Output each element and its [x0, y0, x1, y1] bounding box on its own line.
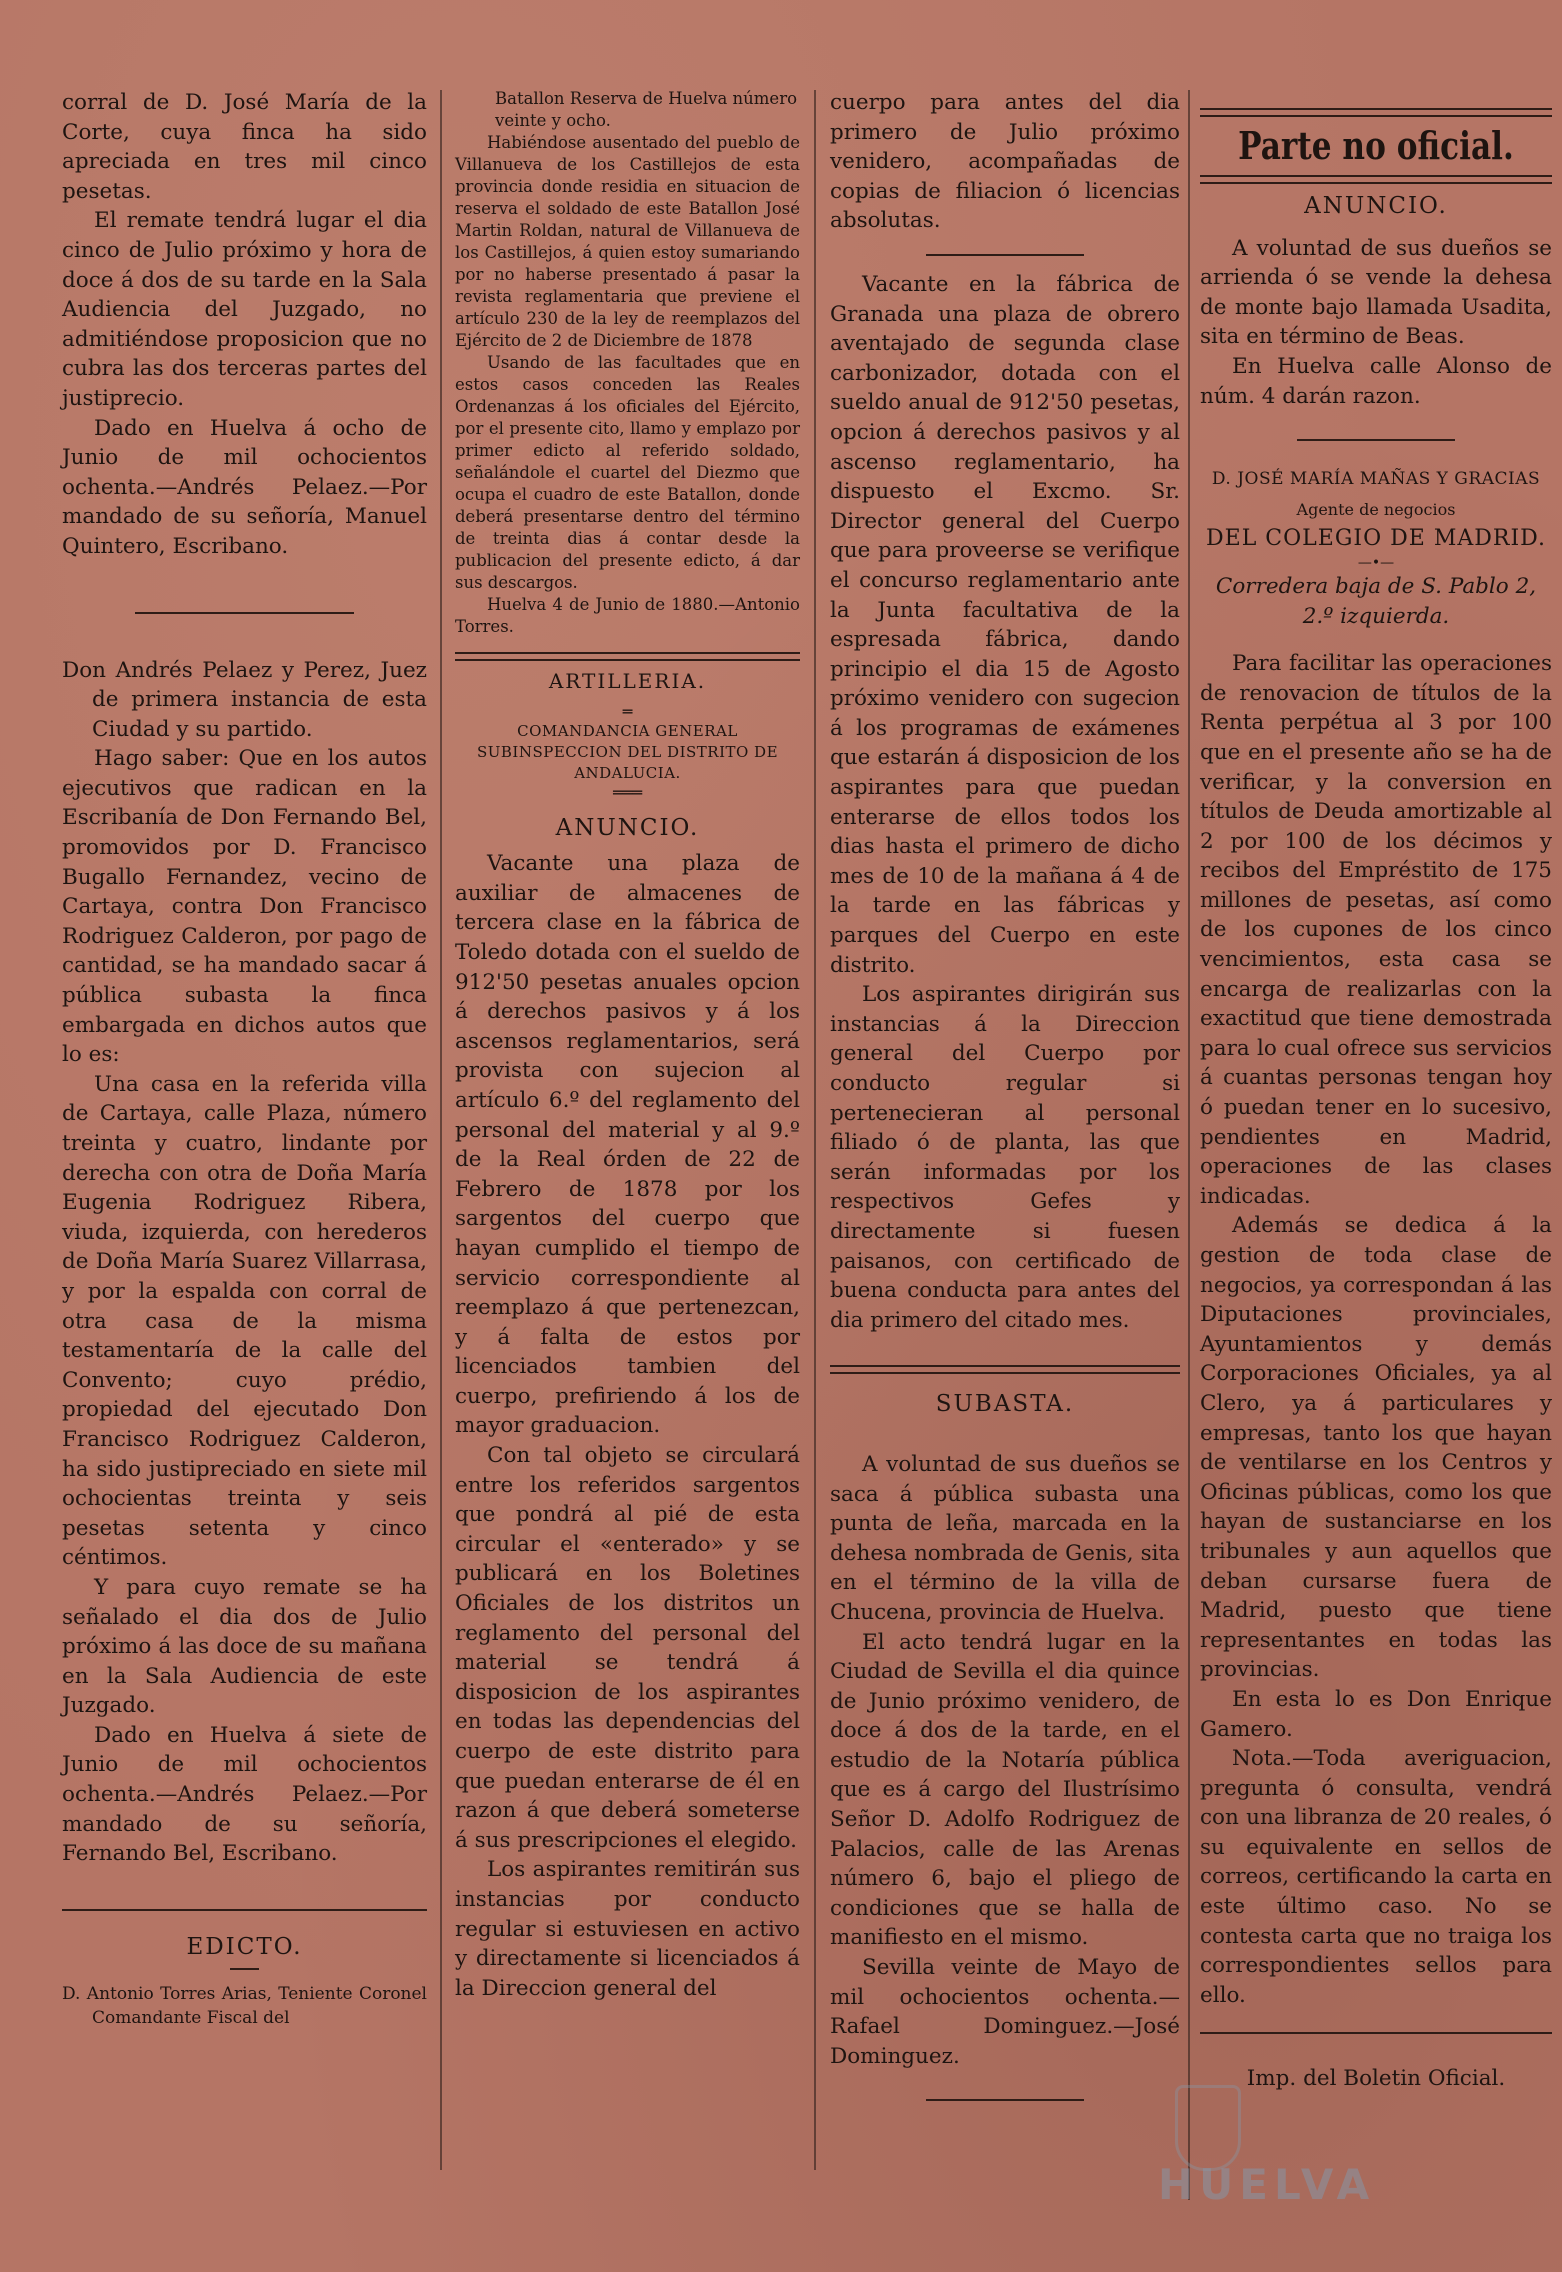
paragraph: D. Antonio Torres Arias, Teniente Coronel Comandante Fiscal del — [62, 1984, 427, 2029]
paragraph: En Huelva calle Alonso de núm. 4 darán razon. — [1200, 353, 1552, 409]
section-heading: ANUNCIO. — [1304, 193, 1448, 219]
paragraph: El acto tendrá lugar en la Ciudad de Sevilla el dia quince de Junio próximo venidero, de doce á dos de la tarde, en el estudio de la Notaría pública que es á cargo del Ilustrísimo Señor D. Adolfo Rodriguez de Palacios, calle de las Arenas número 6, bajo el pliego de condiciones que se halla de manifiesto en el mismo. — [830, 1629, 1180, 1951]
column-rule — [814, 90, 816, 2170]
column-4 — [1200, 88, 1552, 2094]
column-rule — [440, 90, 442, 2170]
separator — [1200, 2032, 1552, 2034]
paragraph: Habiéndose ausentado del pueblo de Villanueva de los Castillejos de esta provincia donde residia en situacion de reserva el soldado de este Batallon José Martin Roldan, natural de Villanueva de los Castillejos, á quien estoy sumariando por no haberse presentado á pasar la revista reglamentaria que previene el artículo 230 de la ley de reemplazos del Ejército de 2 de Diciembre de 1878 — [455, 133, 800, 350]
double-separator — [830, 1365, 1180, 1374]
separator — [62, 1909, 427, 1911]
section-heading: ANUNCIO. — [555, 814, 700, 841]
paragraph: corral de D. José María de la Corte, cuya finca ha sido apreciada en tres mil cinco pesetas. — [62, 90, 427, 204]
paragraph: Además se dedica á la gestion de toda clase de negocios, ya correspondan á las Diputaciones provinciales, Ayuntamientos y demás Corporaciones Oficiales, ya al Clero, ya á particulares y empresas, tanto los que hayan de ventilarse en los Centros y Oficinas públicas, como los que hayan de sustanciarse en los tribunales y aun aquellos que deban cursarse fuera de Madrid, puesto que tiene representantes en todas las provincias. — [1200, 1213, 1552, 1683]
separator — [1297, 439, 1455, 441]
paragraph: Y para cuyo remate se ha señalado el dia dos de Julio próximo á las doce de su mañana en la Sala Audiencia de este Juzgado. — [62, 1574, 427, 1719]
paragraph: Dado en Huelva á siete de Junio de mil ochocientos ochenta.—Andrés Pelaez.—Por mandado de su señoría, Fernando Bel, Escribano. — [62, 1722, 427, 1867]
paragraph: A voluntad de sus dueños se arrienda ó se vende la dehesa de monte bajo llamada Usadita, sita en término de Beas. — [1200, 235, 1552, 350]
paragraph: Vacante en la fábrica de Granada una plaza de obrero aventajado de segunda clase carbonizador, dotada con el sueldo anual de 912'50 pesetas, opcion á derechos pasivos y al ascenso reglamentario, ha dispuesto el Excmo. Sr. Director general del Cuerpo que para proveerse se verifique el concurso reglamentario ante la Junta facultativa de la espresada fábrica, dando principio el dia 15 de Agosto próximo venidero con sugecion á los programas de exámenes que estarán á disposicion de los aspirantes para que puedan enterarse de ellos todos los dias hasta el primero de dicho mes de 10 de la mañana á 4 de la tarde en las fábricas y parques del Cuerpo en este distrito. — [830, 271, 1180, 978]
agent-address: Corredera baja de S. Pablo 2, 2.º izquierda. — [1215, 573, 1537, 629]
column-1 — [62, 88, 427, 2030]
separator — [135, 612, 354, 614]
agent-college: DEL COLEGIO DE MADRID. — [1206, 526, 1546, 552]
paragraph: Vacante una plaza de auxiliar de almacenes de tercera clase en la fábrica de Toledo dotada con el sueldo de 912'50 pesetas anuales opcion á derechos pasivos y á los ascensos reglamentarios, será provista con sujecion al artículo 6.º del reglamento del personal del material y al 9.º de la Real órden de 22 de Febrero de 1878 por los sargentos del cuerpo que hayan cumplido el tiempo de servicio correspondiente al reemplazo á que pertenezcan, y á falta de estos por licenciados tambien del cuerpo, prefiriendo á los de mayor graduacion. — [455, 851, 800, 1439]
double-separator — [1200, 175, 1552, 184]
separator: ═ — [622, 701, 633, 721]
paragraph: Don Andrés Pelaez y Perez, Juez de primera instancia de esta Ciudad y su partido. — [62, 657, 427, 742]
paragraph: cuerpo para antes del dia primero de Julio próximo venidero, acompañadas de copias de filiacion ó licencias absolutas. — [830, 90, 1180, 234]
separator — [230, 1968, 259, 1970]
section-heading: SUBASTA. — [935, 1391, 1075, 1418]
paragraph: Hago saber: Que en los autos ejecutivos que radican en la Escribanía de Don Fernando Bel, promovidos por D. Francisco Bugallo Fernandez, vecino de Cartaya, contra Don Francisco Rodriguez Calderon, por pago de cantidad, se ha mandado sacar á pública subasta la finca embargada en dichos autos que lo es: — [62, 746, 427, 1068]
paragraph: Sevilla veinte de Mayo de mil ochocientos ochenta.—Rafael Dominguez.—José Dominguez. — [830, 1955, 1180, 2069]
paragraph: A voluntad de sus dueños se saca á pública subasta una punta de leña, marcada en la dehesa nombrada de Genis, sita en el término de la villa de Chucena, provincia de Huelva. — [830, 1451, 1180, 1625]
section-heading: ARTILLERIA. — [548, 669, 707, 693]
paragraph: Los aspirantes dirigirán sus instancias á la Direccion general del Cuerpo por conducto regular si pertenecieran al personal filiado ó de planta, las que serán informadas por los respectivos Gefes y directamente si fuesen paisanos, con certificado de buena conducta para antes del dia primero del citado mes. — [830, 982, 1180, 1333]
paragraph: Con tal objeto se circulará entre los referidos sargentos que pondrá al pié de esta circular el «enterado» y se publicará en los Boletines Oficiales de los distritos un reglamento del personal del material se tendrá á disposicion de los aspirantes en todas las dependencias del cuerpo de este distrito para que puedan enterarse de él en razon á que deberá someterse á sus prescripciones el elegido. — [455, 1443, 800, 1853]
paragraph: Dado en Huelva á ocho de Junio de mil ochocientos ochenta.—Andrés Pelaez.—Por mandado de su señoría, Manuel Quintero, Escribano. — [62, 415, 427, 559]
paragraph: Huelva 4 de Junio de 1880.—Antonio Torres. — [455, 595, 800, 636]
separator — [926, 254, 1084, 256]
paragraph: Usando de las facultades que en estos casos conceden las Reales Ordenanzas á los oficiales del Ejército, por el presente cito, llamo y emplazo por primer edicto al referido soldado, señalándole el cuartel del Diezmo que ocupa el cuadro de este Batallon, donde deberá presentarse dentro del término de treinta dias á contar desde la publicacion del presente edicto, á dar sus descargos. — [455, 353, 800, 592]
agent-role: Agente de negocios — [1296, 499, 1456, 519]
paragraph: Para facilitar las operaciones de renovacion de títulos de la Renta perpétua al 3 por 100 que en el presente año se ha de verificar, y la conversion en títulos de Deuda amortizable al 2 por 100 de los décimos y recibos del Empréstito de 175 millones de pesetas, así como de los cupones de los cinco vencimientos, esta casa se encarga de realizarlas con la exactitud que tiene demostrada para lo cual ofrece sus servicios á cuantas personas tengan hoy ó puedan tener en lo sucesivo, pendientes en Madrid, operaciones de las clases indicadas. — [1200, 651, 1552, 1209]
double-separator — [1200, 108, 1552, 117]
paragraph: Batallon Reserva de Huelva número veinte y ocho. — [495, 89, 798, 130]
ornament: —•— — [1357, 554, 1395, 571]
paragraph: Los aspirantes remitirán sus instancias por conducto regular si estuviesen en activo y directamente si licenciados á la Direccion general del — [455, 1857, 800, 2001]
separator: ═══ — [613, 782, 642, 802]
column-rule — [1188, 90, 1190, 2200]
watermark-shield-icon — [1175, 2085, 1241, 2171]
paragraph: Una casa en la referida villa de Cartaya, calle Plaza, número treinta y cuatro, lindante por derecha con otra de Doña María Eugenia Rodriguez Ribera, viuda, izquierda, con herederos de Doña María Suarez Villarrasa, y por la espalda con corral de otra casa de la misma testamentaría de la calle del Convento; cuyo prédio, propiedad del ejecutado Don Francisco Rodriguez Calderon, ha sido justipreciado en siete mil ochocientas treinta y seis pesetas setenta y cinco céntimos. — [62, 1071, 427, 1571]
watermark-text: HUELVA — [1158, 2160, 1376, 2209]
subheading: COMANDANCIA GENERAL SUBINSPECCION DEL DISTRITO DE ANDALUCIA. — [476, 721, 779, 782]
paragraph: En esta lo es Don Enrique Gamero. — [1200, 1686, 1552, 1742]
paragraph: El remate tendrá lugar el dia cinco de Julio próximo y hora de doce á dos de su tarde en la Sala Audiencia del Juzgado, no admitiéndose proposicion que no cubra las dos terceras partes del justiprecio. — [62, 208, 427, 411]
column-2 — [455, 88, 800, 2003]
page-section-title: Parte no oficial. — [1238, 123, 1514, 168]
agent-name: D. JOSÉ MARÍA MAÑAS Y GRACIAS — [1211, 469, 1541, 490]
paragraph: Nota.—Toda averiguacion, pregunta ó consulta, vendrá con una libranza de 20 reales, ó su equivalente en sellos de correos, certificando la carta en este último caso. No se contesta carta que no traiga los correspondientes sellos para ello. — [1200, 1746, 1552, 2008]
separator — [926, 2099, 1084, 2101]
section-heading: EDICTO. — [186, 1933, 303, 1960]
imprint: Imp. del Boletin Oficial. — [1246, 2066, 1506, 2092]
double-separator — [455, 652, 800, 661]
column-3 — [830, 88, 1180, 2129]
